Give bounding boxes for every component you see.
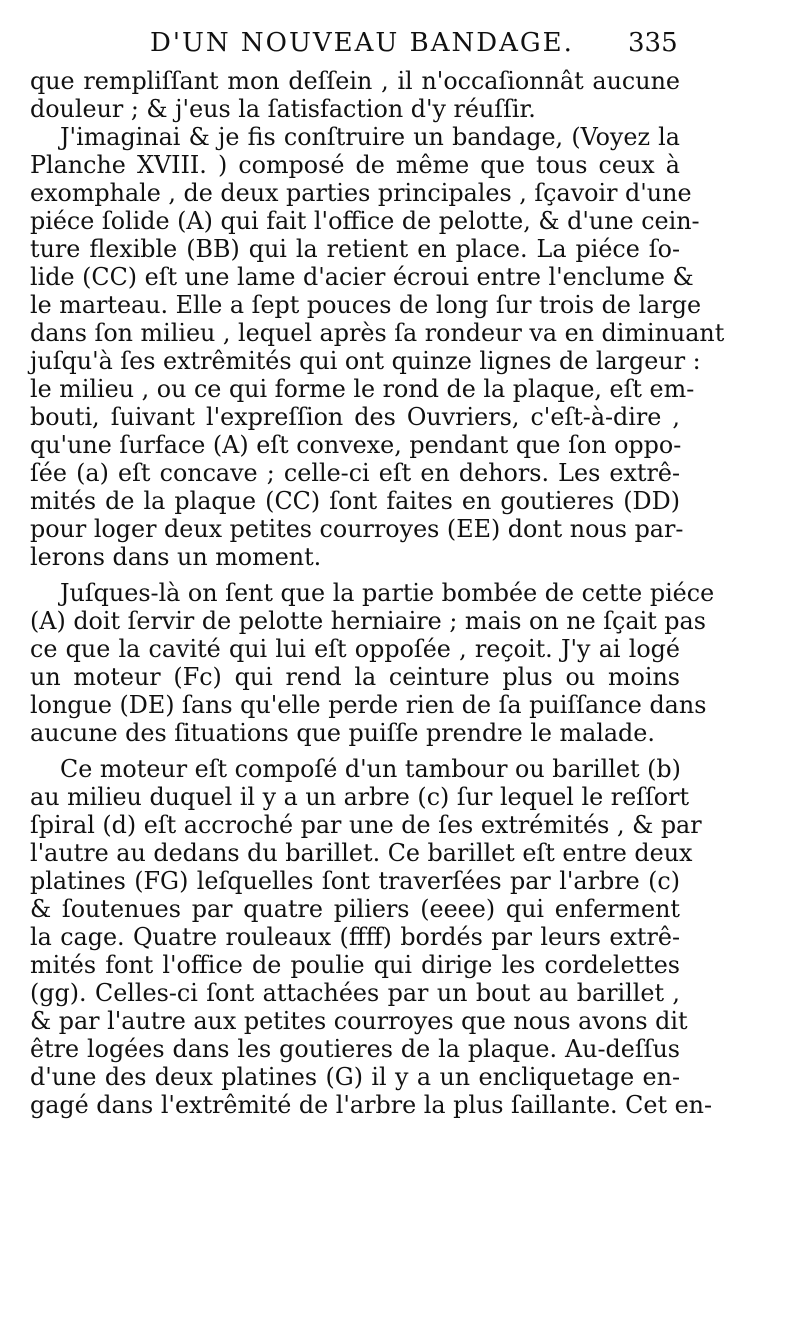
text-line: qu'une ſurface (A) eſt convexe, pendant que ſon oppo- [30, 431, 682, 459]
text-line: juſqu'à ſes extrêmités qui ont quinze lignes de largeur : [30, 347, 701, 375]
text-line: l'autre au dedans du barillet. Ce barillet eſt entre deux [30, 839, 693, 867]
text-line: ce que la cavité qui lui eſt oppoſée , reçoit. J'y ai logé [30, 635, 680, 663]
text-line: (A) doit ſervir de pelotte herniaire ; mais on ne ſçait pas [30, 607, 706, 635]
text-line: longue (DE) ſans qu'elle perde rien de ſa puiſſance dans [30, 691, 707, 719]
text-line: le milieu , ou ce qui forme le rond de la plaque, eſt em- [30, 375, 695, 403]
text-line: & ſoutenues par quatre piliers (eeee) qui enferment [30, 895, 680, 923]
text-line: un moteur (Fc) qui rend la ceinture plus ou moins [30, 663, 680, 691]
text-line: dans ſon milieu , lequel après ſa rondeur va en diminuant [30, 319, 725, 347]
text-line: platines (FG) leſquelles ſont traverſées par l'arbre (c) [30, 867, 680, 895]
text-line: douleur ; & j'eus la ſatisfaction d'y réuſſir. [30, 95, 536, 123]
text-line: gagé dans l'extrêmité de l'arbre la plus ſaillante. Cet en- [30, 1091, 713, 1119]
page-number: 335 [628, 28, 678, 58]
text-line: piéce ſolide (A) qui fait l'office de pelotte, & d'une cein- [30, 207, 700, 235]
text-line: & par l'autre aux petites courroyes que nous avons dit [30, 1007, 688, 1035]
text-line: Planche XVIII. ) composé de même que tous ceux à [30, 151, 680, 179]
text-line: que rempliſſant mon deſſein , il n'occaſionnât aucune [30, 67, 680, 95]
text-line: le marteau. Elle a ſept pouces de long ſur trois de large [30, 291, 702, 319]
text-line: au milieu duquel il y a un arbre (c) ſur lequel le reſſort [30, 783, 690, 811]
text-line: la cage. Quatre rouleaux (ffff) bordés par leurs extrê- [30, 923, 680, 951]
text-line: lide (CC) eſt une lame d'acier écroui entre l'enclume & [30, 263, 694, 291]
text-line: lerons dans un moment. [30, 543, 322, 571]
text-line: (gg). Celles-ci ſont attachées par un bout au barillet , [30, 979, 680, 1007]
text-line: ſpiral (d) eſt accroché par une de ſes extrémités , & par [30, 811, 702, 839]
text-line: mités font l'office de poulie qui dirige les cordelettes [30, 951, 680, 979]
text-line: être logées dans les goutieres de la plaque. Au-deſſus [30, 1035, 680, 1063]
paragraph-first-line: J'imaginai & je fis conſtruire un bandage, (Voyez la [60, 123, 680, 151]
paragraph-first-line: Ce moteur eſt compoſé d'un tambour ou barillet (b) [60, 755, 681, 783]
text-line: exomphale , de deux parties principales , ſçavoir d'une [30, 179, 692, 207]
text-line: aucune des ſituations que puiſſe prendre le malade. [30, 719, 655, 747]
running-title: D'UN NOUVEAU BANDAGE. [150, 28, 574, 58]
text-line: ſée (a) eſt concave ; celle-ci eſt en dehors. Les extrê- [30, 459, 680, 487]
text-line: d'une des deux platines (G) il y a un encliquetage en- [30, 1063, 680, 1091]
text-line: pour loger deux petites courroyes (EE) dont nous par- [30, 515, 684, 543]
text-line: bouti, ſuivant l'expreſſion des Ouvriers, c'eſt-à-dire , [30, 403, 680, 431]
text-line: mités de la plaque (CC) ſont faites en goutieres (DD) [30, 487, 680, 515]
text-line: ture flexible (BB) qui la retient en place. La piéce ſo- [30, 235, 680, 263]
paragraph-first-line: Juſques-là on ſent que la partie bombée de cette piéce [60, 579, 715, 607]
